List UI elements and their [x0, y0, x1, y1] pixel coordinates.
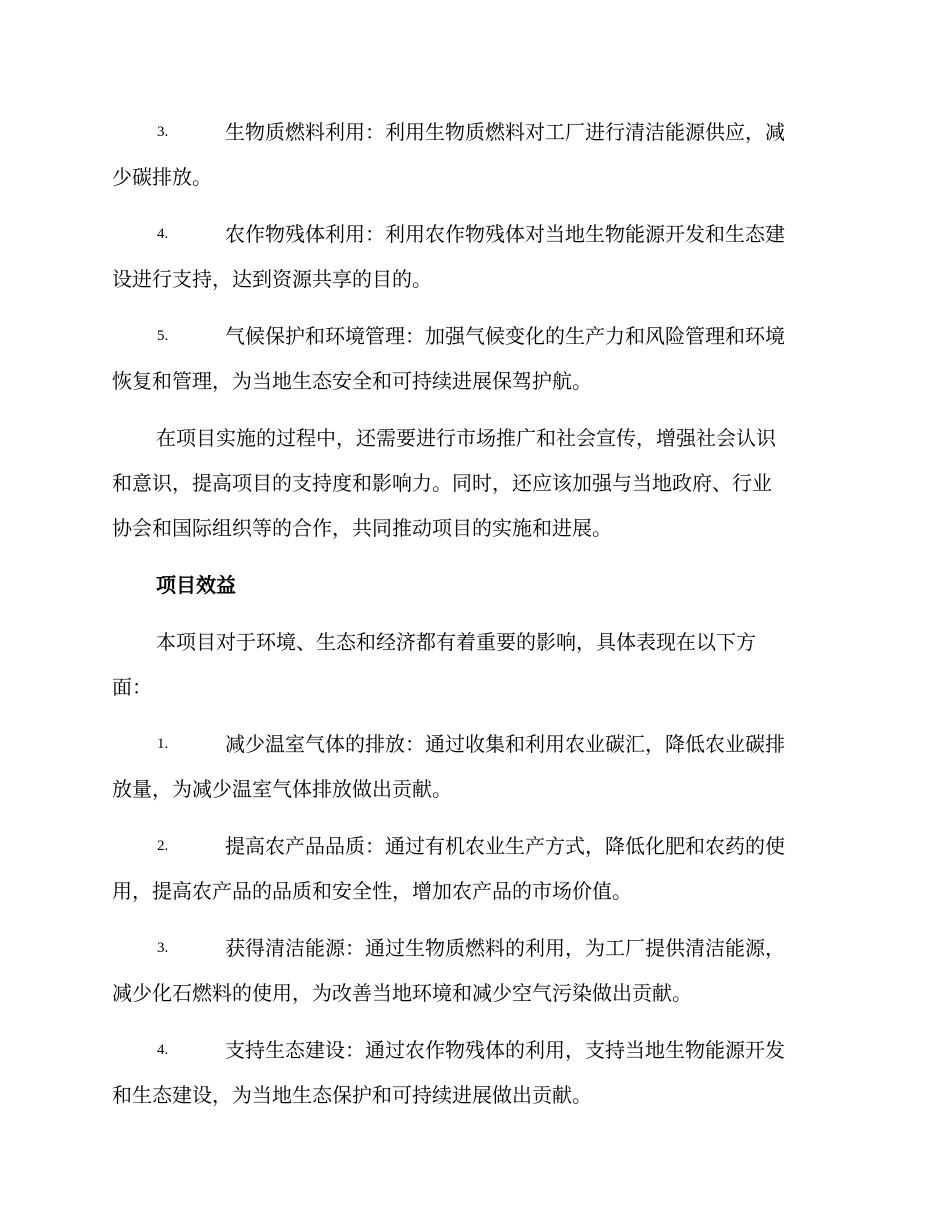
list-item	[112, 212, 834, 302]
list-number: 3.	[157, 124, 169, 140]
list-text: 气候保护和环境管理：加强气候变化的生产力和风险管理和环境	[225, 324, 785, 348]
list-item	[112, 824, 834, 914]
paragraph-line: 和意识，提高项目的支持度和影响力。同时，还应该加强与当地政府、行业	[112, 471, 772, 495]
list-text: 减少温室气体的排放：通过收集和利用农业碳汇，降低农业碳排	[225, 732, 785, 756]
list-text-continued: 设进行支持，达到资源共享的目的。	[112, 267, 432, 291]
list-item	[112, 1028, 834, 1118]
list-number: 2.	[157, 838, 169, 854]
list-number: 4.	[157, 226, 169, 242]
list-text: 支持生态建设：通过农作物残体的利用，支持当地生物能源开发	[225, 1038, 785, 1062]
list-text-continued: 和生态建设，为当地生态保护和可持续进展做出贡献。	[112, 1083, 592, 1107]
implementation-paragraph	[112, 416, 834, 551]
list-text-continued: 少碳排放。	[112, 165, 212, 189]
list-text: 提高农产品品质：通过有机农业生产方式，降低化肥和农药的使	[225, 834, 785, 858]
list-number: 3.	[157, 940, 169, 956]
paragraph-line: 协会和国际组织等的合作，共同推动项目的实施和进展。	[112, 516, 612, 540]
list-text: 农作物残体利用：利用农作物残体对当地生物能源开发和生态建	[225, 222, 785, 246]
list-item	[112, 314, 834, 404]
list-number: 5.	[157, 328, 169, 344]
paragraph-line: 在项目实施的过程中，还需要进行市场推广和社会宣传，增强社会认识	[156, 426, 776, 450]
document-body	[112, 110, 834, 1130]
list-number: 1.	[157, 736, 169, 752]
paragraph-line: 面：	[112, 675, 152, 699]
section-heading: 项目效益	[156, 573, 236, 597]
list-text-continued: 恢复和管理，为当地生态安全和可持续进展保驾护航。	[112, 369, 592, 393]
paragraph-line: 本项目对于环境、生态和经济都有着重要的影响，具体表现在以下方	[156, 630, 756, 654]
list-text-continued: 用，提高农产品的品质和安全性，增加农产品的市场价值。	[112, 879, 632, 903]
list-item	[112, 110, 834, 200]
list-text: 生物质燃料利用：利用生物质燃料对工厂进行清洁能源供应，减	[225, 120, 785, 144]
list-number: 4.	[157, 1042, 169, 1058]
list-text-continued: 放量，为减少温室气体排放做出贡献。	[112, 777, 452, 801]
benefits-intro-paragraph	[112, 620, 834, 710]
list-text-continued: 减少化石燃料的使用，为改善当地环境和减少空气污染做出贡献。	[112, 981, 692, 1005]
list-item	[112, 926, 834, 1016]
list-text: 获得清洁能源：通过生物质燃料的利用，为工厂提供清洁能源，	[225, 936, 785, 960]
list-item	[112, 722, 834, 812]
